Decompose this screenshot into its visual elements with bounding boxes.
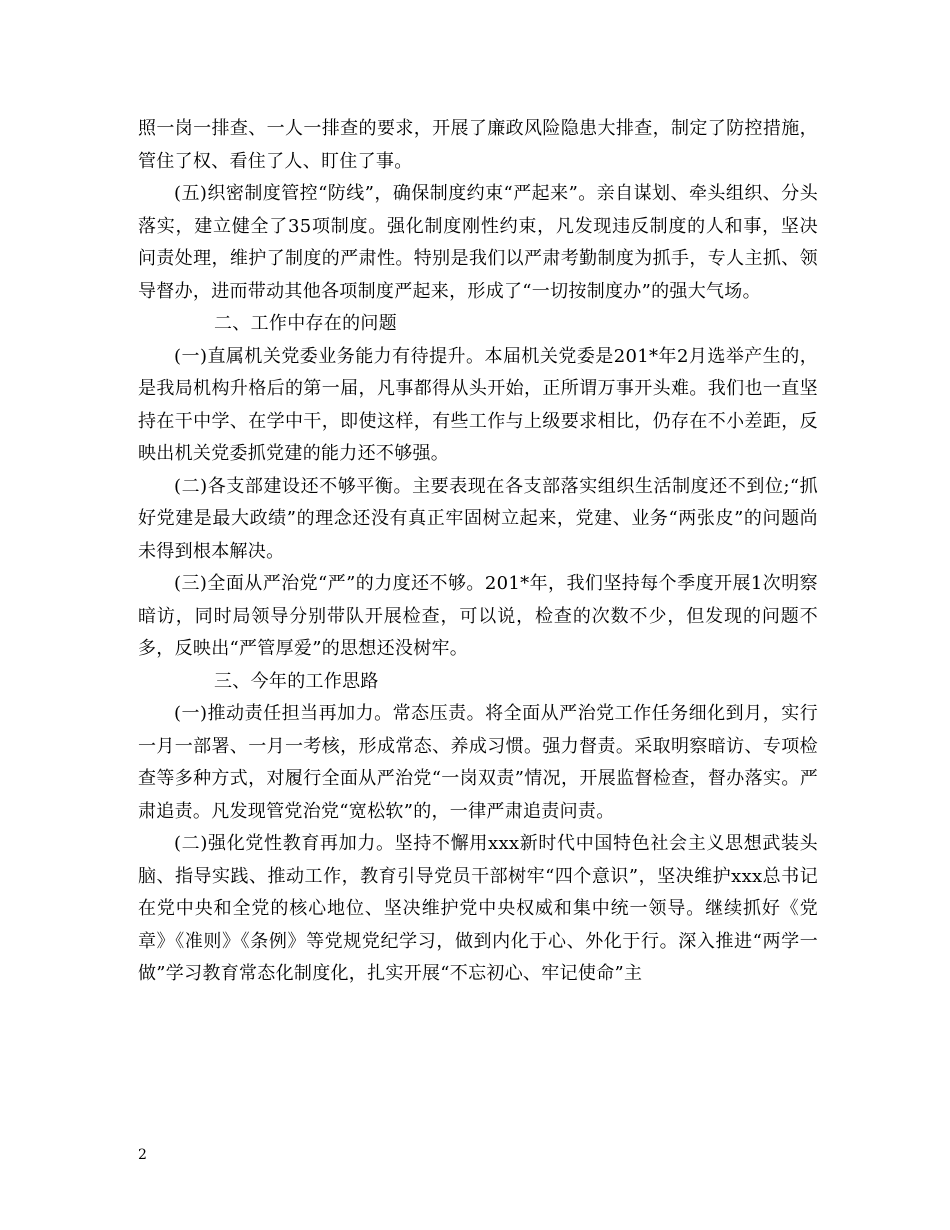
page-number: 2: [138, 1147, 147, 1163]
paragraph-section-2-3: (三)全面从严治党“严”的力度还不够。201*年，我们坚持每个季度开展1次明察暗访，同时局领导分别带队开展检查，可以说，检查的次数不少，但发现的问题不多，反映出“严管厚爱”的思想还没树牢。: [138, 573, 818, 659]
section-heading-3: 三、今年的工作思路: [214, 670, 379, 692]
section-heading-2: 二、工作中存在的问题: [214, 313, 397, 334]
document-body: [138, 113, 818, 991]
paragraph-section-1-5: (五)织密制度管控“防线”，确保制度约束“严起来”。亲自谋划、牵头组织、分头落实，建立健全了35项制度。强化制度刚性约束，凡发现违反制度的人和事，坚决问责处理，维护了制度的严肃性。特别是我们以严肃考勤制度为抓手，专人主抓、领导督办，进而带动其他各项制度严起来，形成了“一切按制度办”的强大气场。: [138, 183, 818, 302]
paragraph-section-2-2: (二)各支部建设还不够平衡。主要表现在各支部落实组织生活制度还不到位;“抓好党建是最大政绩”的理念还没有真正牢固树立起来，党建、业务“两张皮”的问题尚未得到根本解决。: [138, 475, 818, 562]
paragraph-continuation: 照一岗一排查、一人一排查的要求，开展了廉政风险隐患大排查，制定了防控措施，管住了权、看住了人、盯住了事。: [138, 118, 818, 172]
paragraph-section-3-1: (一)推动责任担当再加力。常态压责。将全面从严治党工作任务细化到月，实行一月一部署、一月一考核，形成常态、养成习惯。强力督责。采取明察暗访、专项检查等多种方式，对履行全面从严治党“一岗双责”情况，开展监督检查，督办落实。严肃追责。凡发现管党治党“宽松软”的，一律严肃追责问责。: [138, 703, 818, 822]
paragraph-section-3-2: (二)强化党性教育再加力。坚持不懈用xxx新时代中国特色社会主义思想武装头脑、指导实践、推动工作，教育引导党员干部树牢“四个意识”，坚决维护xxx总书记在党中央和全党的核心地位、坚决维护党中央权威和集中统一领导。继续抓好《党章》《准则》《条例》等党规党纪学习，做到内化于心、外化于行。深入推进“两学一做”学习教育常态化制度化，扎实开展“不忘初心、牢记使命”主: [138, 833, 818, 984]
paragraph-section-2-1: (一)直属机关党委业务能力有待提升。本届机关党委是201*年2月选举产生的，是我局机构升格后的第一届，凡事都得从头开始，正所谓万事开头难。我们也一直坚持在干中学、在学中干，即使这样，有些工作与上级要求相比，仍存在不小差距，反映出机关党委抓党建的能力还不够强。: [138, 345, 818, 464]
